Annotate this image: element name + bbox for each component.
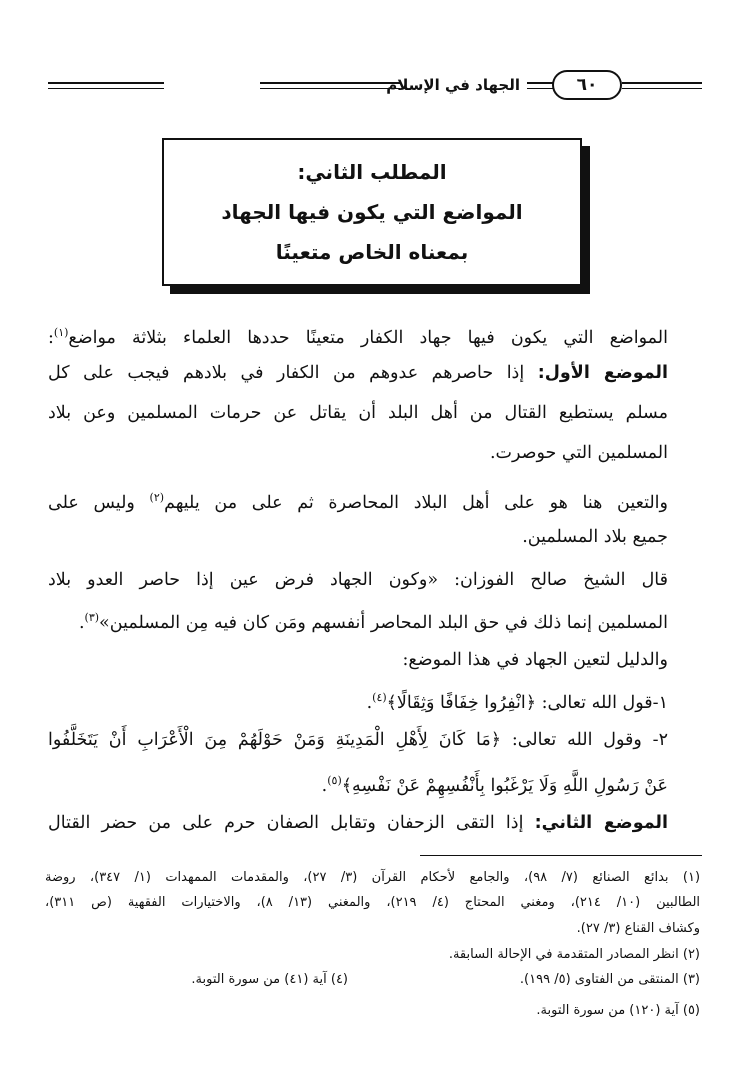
header-rule-middle-top bbox=[260, 82, 400, 84]
body-line-7: قال الشيخ صالح الفوزان: «وكون الجهاد فرض عين إذا حاصر العدو بلاد bbox=[48, 570, 668, 590]
footnote-ref: (٣) bbox=[84, 611, 100, 624]
book-title: الجهاد في الإسلام bbox=[386, 76, 520, 94]
footnote-ref: (٥) bbox=[327, 774, 342, 787]
body-text: والتعين هنا هو على أهل البلاد المحاصرة ثم على من يليهم bbox=[164, 492, 668, 513]
body-line-1 bbox=[48, 318, 668, 353]
body-line-11: ٢- وقول الله تعالى: ﴿مَا كَانَ لِأَهْلِ الْمَدِينَةِ وَمَنْ حَوْلَهُمْ مِنَ الْأَعْرَابِ أَنْ يَتَخَلَّفُوا bbox=[48, 730, 668, 750]
body-text: إذا التقى الزحفان وتقابل الصفان حرم على من حضر القتال bbox=[48, 813, 524, 833]
punctuation: . bbox=[321, 775, 328, 796]
header-rule-right-bottom bbox=[622, 88, 702, 89]
section-heading-frame bbox=[162, 138, 582, 286]
footnote-1-line-2: الطالبين (١٠/ ٢١٤)، ومغني المحتاج (٤/ ٢١٩)، والمغني (١٣/ ٨)، والاختيارات الفقهية (ص ٣١١)، bbox=[45, 895, 701, 910]
footnote-4: (٤) آية (٤١) من سورة التوبة. bbox=[191, 972, 348, 987]
body-line-6: جميع بلاد المسلمين. bbox=[522, 527, 668, 547]
second-place-heading: الموضع الثاني: bbox=[534, 813, 668, 833]
footnote-5: (٥) آية (١٢٠) من سورة التوبة. bbox=[536, 1003, 700, 1018]
punctuation: . bbox=[78, 612, 85, 633]
footnote-1-line-3: وكشاف القناع (٣/ ٢٧). bbox=[576, 921, 700, 936]
body-line-3: مسلم يستطيع القتال من أهل البلد أن يقاتل عن حرمات المسلمين وعن بلاد bbox=[48, 403, 668, 423]
footnote-ref: (١) bbox=[53, 326, 69, 339]
body-line-10 bbox=[48, 683, 668, 718]
section-heading-line-1: المطلب الثاني: bbox=[297, 160, 447, 184]
footnote-3: (٣) المنتقى من الفتاوى (٥/ ١٩٩). bbox=[519, 972, 700, 987]
footnote-2: (٢) انظر المصادر المتقدمة في الإحالة السابقة. bbox=[448, 947, 700, 962]
header-rule-connector-top bbox=[527, 82, 553, 84]
page-number: ٦٠ bbox=[552, 70, 622, 100]
footnote-separator bbox=[420, 855, 702, 856]
body-text: وليس على bbox=[48, 492, 135, 513]
body-line-9: والدليل لتعين الجهاد في هذا الموضع: bbox=[402, 650, 668, 670]
body-line-13 bbox=[48, 808, 668, 838]
body-line-4: المسلمين التي حوصرت. bbox=[489, 443, 668, 463]
section-heading-box bbox=[162, 138, 596, 300]
body-line-12 bbox=[48, 766, 668, 801]
first-place-heading: الموضع الأول: bbox=[537, 363, 668, 383]
punctuation: . bbox=[366, 692, 373, 713]
body-line-8 bbox=[48, 603, 668, 638]
footnote-1-line-1: (١) بدائع الصنائع (٧/ ٩٨)، والجامع لأحكام القرآن (٣/ ٢٧)، والمقدمات الممهدات (١/ ٣٤٧)، روضة bbox=[45, 870, 701, 885]
section-heading-line-3: بمعناه الخاص متعينًا bbox=[275, 240, 469, 264]
header-rule-left-top bbox=[48, 82, 164, 84]
header-rule-middle-bottom bbox=[260, 88, 400, 89]
footnote-ref: (٤) bbox=[372, 691, 387, 704]
body-line-2 bbox=[48, 358, 668, 388]
verse-text: عَنْ رَسُولِ اللَّهِ وَلَا يَرْغَبُوا بِأَنْفُسِهِمْ عَنْ نَفْسِهِ﴾ bbox=[341, 775, 668, 796]
body-text: إذا حاصرهم عدوهم من الكفار في بلادهم فيجب على كل bbox=[48, 363, 525, 383]
header-rule-left-bottom bbox=[48, 88, 164, 89]
body-line-5 bbox=[48, 483, 668, 518]
quote-text: المسلمين إنما ذلك في حق البلد المحاصر أنفسهم ومَن كان فيه مِن المسلمين» bbox=[99, 612, 668, 633]
section-heading-line-2: المواضع التي يكون فيها الجهاد bbox=[221, 200, 523, 224]
verse-citation: ١-قول الله تعالى: ﴿انْفِرُوا خِفَافًا وَثِقَالًا﴾ bbox=[386, 692, 668, 713]
footnote-ref: (٢) bbox=[149, 491, 165, 504]
body-text: المواضع التي يكون فيها جهاد الكفار متعينًا حددها العلماء بثلاثة مواضع bbox=[68, 327, 668, 348]
header-rule-right-top bbox=[622, 82, 702, 84]
punctuation: : bbox=[48, 327, 54, 348]
running-header bbox=[0, 70, 748, 110]
header-rule-connector-bottom bbox=[527, 88, 553, 89]
